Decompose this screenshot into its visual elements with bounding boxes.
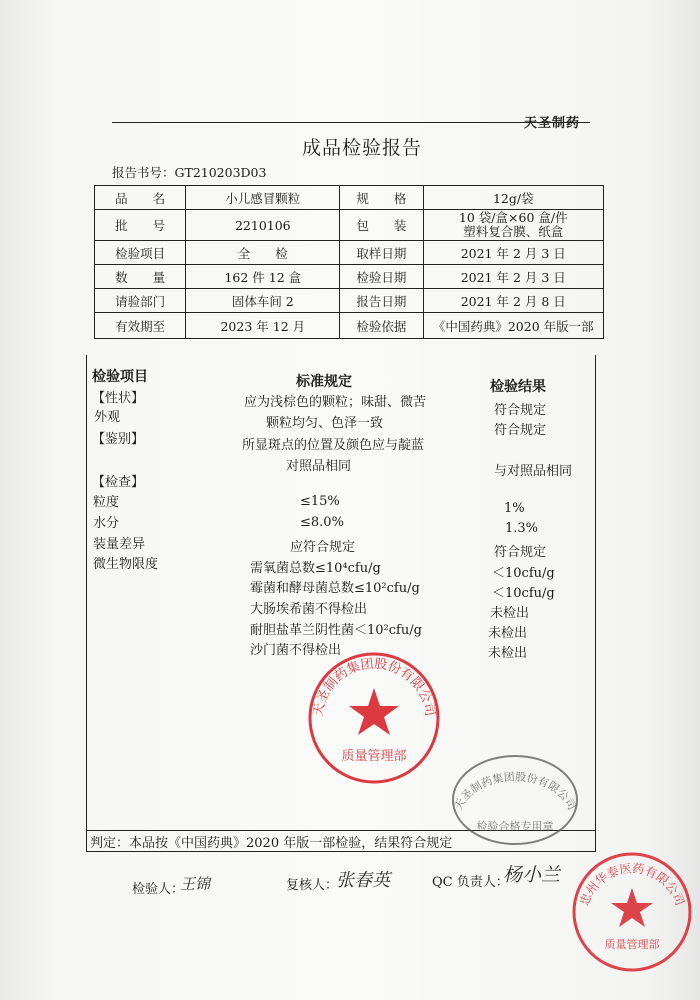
report-title: 成品检验报告 xyxy=(302,137,423,159)
item-particle-size: 粒度 xyxy=(93,495,120,510)
reviewer-signature: 张春英 xyxy=(336,870,390,891)
info-value: 2021 年 2 月 3 日 xyxy=(423,241,604,265)
qc-label: QC 负责人： xyxy=(432,875,509,890)
section-tag-xingzhuang: 【性状】 xyxy=(92,391,145,406)
info-row xyxy=(95,265,604,289)
reviewer-label: 复核人： xyxy=(286,878,339,893)
inspection-stamp xyxy=(447,748,583,848)
info-value: 2023 年 12 月 xyxy=(186,313,340,339)
info-row xyxy=(95,289,604,313)
info-value: 162 件 12 盒 xyxy=(186,265,340,289)
info-key: 请验部门 xyxy=(95,289,186,313)
info-key: 取样日期 xyxy=(340,241,423,265)
quality-dept-stamp xyxy=(304,648,444,788)
info-key: 报告日期 xyxy=(340,289,423,313)
info-key: 检验日期 xyxy=(340,265,423,289)
res-microbe-2: ＜10cfu/g xyxy=(492,586,555,601)
info-key: 检验依据 xyxy=(340,313,423,339)
res-appearance-2: 符合规定 xyxy=(494,423,547,438)
res-microbe-3: 未检出 xyxy=(490,606,530,621)
info-value: 小儿感冒颗粒 xyxy=(186,186,340,210)
info-value: 2021 年 2 月 3 日 xyxy=(423,265,604,289)
info-row xyxy=(95,313,604,339)
std-microbe-3: 大肠埃希菌不得检出 xyxy=(250,602,368,617)
star-icon xyxy=(349,688,399,735)
info-row xyxy=(95,241,604,265)
info-value: 《中国药典》2020 年版一部 xyxy=(423,313,604,339)
std-microbe-4: 耐胆盐革兰阴性菌＜10²cfu/g xyxy=(250,623,422,638)
info-key: 数 量 xyxy=(95,265,186,289)
stamp-ring-text: 天圣制药集团股份有限公司 xyxy=(451,770,579,813)
stamp-center-text: 质量管理部 xyxy=(341,749,407,764)
info-value: 固体车间 2 xyxy=(186,289,340,313)
packaging-line: 10 袋/盒×60 盒/件 xyxy=(458,210,568,225)
info-row xyxy=(95,186,604,210)
res-microbe-5: 未检出 xyxy=(488,646,528,661)
info-key: 批 号 xyxy=(95,210,186,241)
info-value: 12g/袋 xyxy=(423,186,604,210)
stamp-center-text: 检验合格专用章 xyxy=(476,820,554,833)
res-microbe-1: ＜10cfu/g xyxy=(492,566,555,581)
section-tag-jianbie: 【鉴别】 xyxy=(92,432,145,447)
std-microbe-2: 霉菌和酵母菌总数≤10²cfu/g xyxy=(250,581,420,596)
info-key: 规 格 xyxy=(340,186,423,210)
info-key: 有效期至 xyxy=(95,313,186,339)
stamp-ring-text: 忠州华泰医药有限公司 xyxy=(577,861,687,908)
report-number: 报告书号：GT210203D03 xyxy=(112,165,267,180)
info-key: 品 名 xyxy=(95,186,186,210)
svg-text:天圣制药集团股份有限公司 xyxy=(451,770,578,812)
std-particle-size: ≤15% xyxy=(300,494,340,509)
std-identification-1: 所显斑点的位置及颜色应与靛蓝 xyxy=(242,438,425,453)
inspector-label: 检验人： xyxy=(132,882,185,897)
info-key: 检验项目 xyxy=(95,241,186,265)
std-fill-variation: 应符合规定 xyxy=(290,540,356,555)
res-particle-size: 1% xyxy=(504,501,525,516)
std-identification-2: 对照品相同 xyxy=(286,459,352,474)
info-value: 2021 年 2 月 8 日 xyxy=(423,289,604,313)
item-microbial-limit: 微生物限度 xyxy=(93,557,159,572)
col-header-item: 检验项目 xyxy=(92,369,148,385)
std-microbe-5: 沙门菌不得检出 xyxy=(250,643,342,658)
conclusion-text: 判定：本品按《中国药典》2020 年版一部检验，结果符合规定 xyxy=(90,836,453,851)
header-rule xyxy=(112,122,590,123)
res-moisture: 1.3% xyxy=(505,521,539,536)
std-appearance-2: 颗粒均匀、色泽一致 xyxy=(266,416,384,431)
res-appearance-1: 符合规定 xyxy=(494,403,547,418)
res-identification: 与对照品相同 xyxy=(494,464,573,479)
packaging-cell xyxy=(423,210,604,241)
packaging-line: 塑料复合膜、纸盒 xyxy=(463,224,564,239)
std-microbe-1: 需氧菌总数≤10⁴cfu/g xyxy=(250,561,381,576)
item-appearance: 外观 xyxy=(94,410,121,425)
col-header-standard: 标准规定 xyxy=(296,374,352,390)
info-value: 2210106 xyxy=(186,210,340,241)
col-header-result: 检验结果 xyxy=(490,379,546,395)
company-name: 天圣制药 xyxy=(524,116,581,131)
section-tag-jiancha: 【检查】 xyxy=(92,475,145,490)
qa-stamp-corner xyxy=(568,848,696,976)
std-appearance-1: 应为浅棕色的颗粒；味甜、微苦 xyxy=(244,395,427,410)
product-info-table xyxy=(94,185,604,339)
item-fill-variation: 装量差异 xyxy=(93,537,146,552)
item-moisture: 水分 xyxy=(93,516,120,531)
std-moisture: ≤8.0% xyxy=(300,515,344,530)
info-key: 包 装 xyxy=(340,210,423,241)
info-row xyxy=(95,210,604,241)
stamp-center-text: 质量管理部 xyxy=(604,938,660,951)
qc-signature: 杨小兰 xyxy=(503,864,561,886)
inspector-signature: 王锦 xyxy=(180,875,211,893)
res-microbe-4: 未检出 xyxy=(488,626,528,641)
info-value: 全 检 xyxy=(186,241,340,265)
res-fill-variation: 符合规定 xyxy=(494,545,547,560)
stamp-ring-text: 天圣制药集团股份有限公司 xyxy=(310,656,438,718)
star-icon xyxy=(611,888,653,927)
